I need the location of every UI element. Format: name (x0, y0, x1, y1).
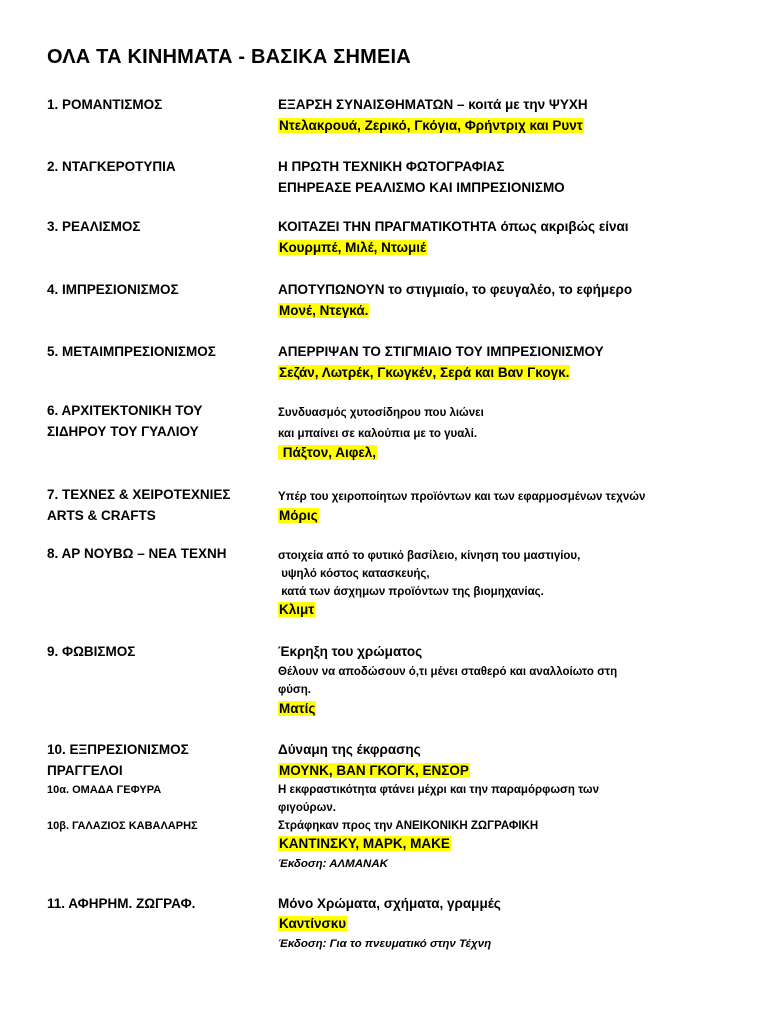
movement-10-name-2: ΠΡΑΓΓΕΛΟΙ (47, 763, 123, 778)
movement-8-desc-2: υψηλό κόστος κατασκευής, (278, 568, 430, 580)
movement-10-artists-1: ΜΟΥΝΚ, ΒΑΝ ΓΚΟΓΚ, ΕΝΣΟΡ (279, 763, 469, 778)
movement-11-name: 11. ΑΦΗΡΗΜ. ΖΩΓΡΑΦ. (47, 896, 196, 911)
movement-3-desc: ΚΟΙΤΑΖΕΙ ΤΗΝ ΠΡΑΓΜΑΤΙΚΟΤΗΤΑ όπως ακριβώς είναι (278, 219, 629, 234)
movement-6-desc-1: Συνδυασμός χυτοσίδηρου που λιώνει (278, 407, 484, 419)
movement-1-desc: ΕΞΑΡΣΗ ΣΥΝΑΙΣΘΗΜΑΤΩΝ – κοιτά με την ΨΥΧΗ (278, 97, 588, 112)
movement-10a-name: 10α. ΟΜΑΔΑ ΓΕΦΥΡΑ (47, 784, 162, 796)
movement-5-artists: Σεζάν, Λωτρέκ, Γκωγκέν, Σερά και Βαν Γκογκ. (279, 365, 570, 380)
movement-2-name: 2. ΝΤΑΓΚΕΡΟΤΥΠΙΑ (47, 159, 176, 174)
movement-10a-desc-2: φιγούρων. (278, 802, 336, 814)
movement-1-artists: Ντελακρουά, Ζερικό, Γκόγια, Φρήντριχ και Ρυντ (279, 118, 583, 133)
page-title: ΟΛΑ ΤΑ ΚΙΝΗΜΑΤΑ - ΒΑΣΙΚΑ ΣΗΜΕΙΑ (47, 46, 411, 68)
movement-8-artists: Κλιμτ (279, 602, 315, 617)
movement-4-name: 4. ΙΜΠΡΕΣΙΟΝΙΣΜΟΣ (47, 282, 179, 297)
movement-10b-name: 10β. ΓΑΛΑΖΙΟΣ ΚΑΒΑΛΑΡΗΣ (47, 820, 198, 832)
movement-9-desc-1: Έκρηξη του χρώματος (278, 644, 423, 659)
movement-8-desc-1: στοιχεία από το φυτικό βασίλειο, κίνηση του μαστιγίου, (278, 550, 581, 562)
movement-11-desc: Μόνο Χρώματα, σχήματα, γραμμές (278, 896, 501, 911)
movement-5-desc: ΑΠΕΡΡΙΨΑΝ ΤΟ ΣΤΙΓΜΙΑΙΟ ΤΟΥ ΙΜΠΡΕΣΙΟΝΙΣΜΟΥ (278, 344, 604, 359)
movement-2-desc-1: Η ΠΡΩΤΗ ΤΕΧΝΙΚΗ ΦΩΤΟΓΡΑΦΙΑΣ (278, 159, 505, 174)
movement-7-name-1: 7. ΤΕΧΝΕΣ & ΧΕΙΡΟΤΕΧΝΙΕΣ (47, 487, 231, 502)
movement-10-desc: Δύναμη της έκφρασης (278, 742, 421, 757)
movement-6-desc-2: και μπαίνει σε καλούπια με το γυαλί. (278, 428, 478, 440)
movement-5-name: 5. ΜΕΤΑΙΜΠΡΕΣΙΟΝΙΣΜΟΣ (47, 344, 216, 359)
movement-10-name-1: 10. ΕΞΠΡΕΣΙΟΝΙΣΜΟΣ (47, 742, 189, 757)
movement-2-desc-2: ΕΠΗΡΕΑΣΕ ΡΕΑΛΙΣΜΟ ΚΑΙ ΙΜΠΡΕΣΙΟΝΙΣΜΟ (278, 180, 565, 195)
movement-9-desc-3: φύση. (278, 684, 312, 696)
movement-11-publication: Έκδοση: Για το πνευματικό στην Τέχνη (278, 938, 492, 950)
movement-10-artists-2: ΚΑΝΤΙΝΣΚΥ, ΜΑΡΚ, ΜΑΚΕ (279, 836, 450, 851)
movement-4-desc: ΑΠΟΤΥΠΩΝΟΥΝ το στιγμιαίο, το φευγαλέο, το εφήμερο (278, 282, 633, 297)
movement-6-name-1: 6. ΑΡΧΙΤΕΚΤΟΝΙΚΗ ΤΟΥ (47, 403, 203, 418)
movement-8-name: 8. ΑΡ ΝΟΥΒΩ – ΝΕΑ ΤΕΧΝΗ (47, 546, 227, 561)
movement-3-name: 3. ΡΕΑΛΙΣΜΟΣ (47, 219, 141, 234)
movement-4-artists: Μονέ, Ντεγκά. (279, 303, 369, 318)
movement-7-desc: Υπέρ του χειροποίητων προϊόντων και των εφαρμοσμένων τεχνών (278, 491, 646, 503)
movement-3-artists: Κουρμπέ, Μιλέ, Ντωμιέ (279, 240, 427, 255)
movement-10a-desc-1: Η εκφραστικότητα φτάνει μέχρι και την παραμόρφωση των (278, 784, 600, 796)
movement-10b-desc: Στράφηκαν προς την ΑΝΕΙΚΟΝΙΚΗ ΖΩΓΡΑΦΙΚΗ (278, 820, 539, 832)
movement-11-artists: Καντίνσκυ (279, 916, 347, 931)
movement-10-publication: Έκδοση: ΑΛΜΑΝΑΚ (278, 858, 388, 870)
movement-7-artists: Μόρις (279, 508, 318, 523)
movement-6-artists: Πάξτον, Αιφελ, (279, 445, 377, 460)
movement-1-name: 1. ΡΟΜΑΝΤΙΣΜΟΣ (47, 97, 163, 112)
movement-9-desc-2: Θέλουν να αποδώσουν ό,τι μένει σταθερό και αναλλοίωτο στη (278, 666, 618, 678)
movement-9-name: 9. ΦΩΒΙΣΜΟΣ (47, 644, 136, 659)
movement-9-artists: Ματίς (279, 701, 316, 716)
movement-8-desc-3: κατά των άσχημων προϊόντων της βιομηχανίας. (278, 586, 544, 598)
movement-6-name-2: ΣΙΔΗΡΟΥ ΤΟΥ ΓΥΑΛΙΟΥ (47, 424, 199, 439)
movement-7-name-2: ARTS & CRAFTS (47, 508, 156, 523)
